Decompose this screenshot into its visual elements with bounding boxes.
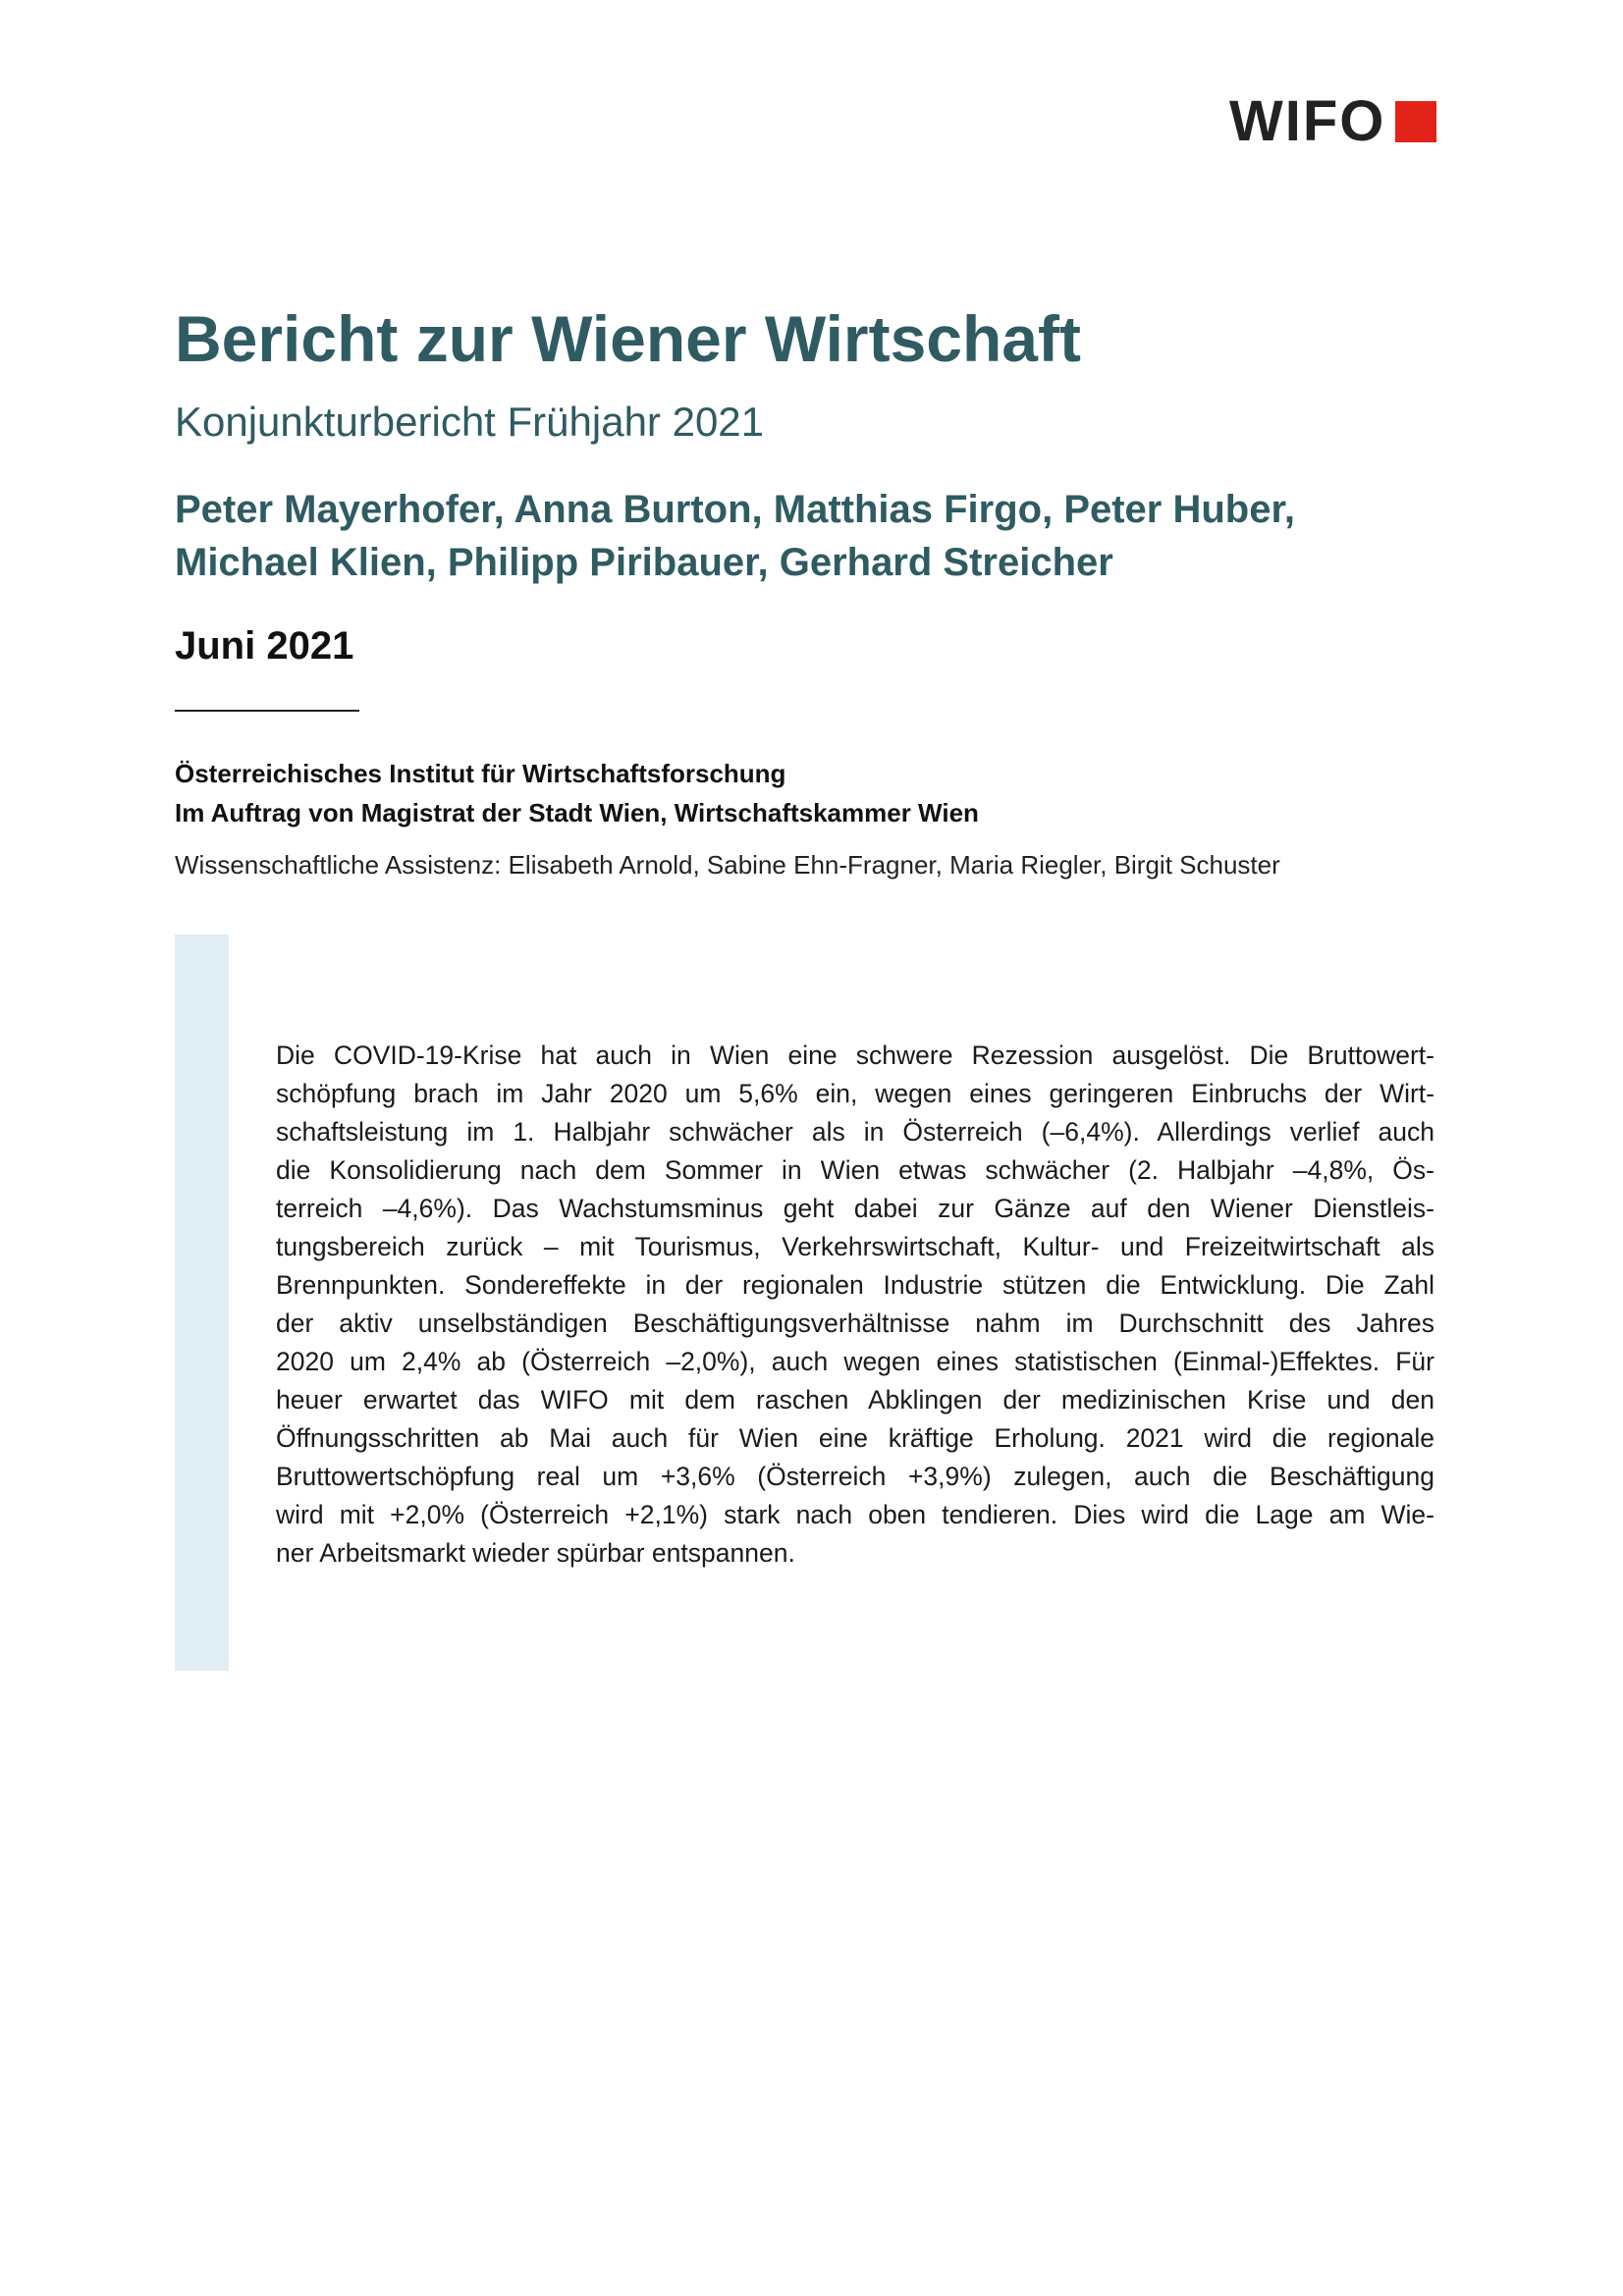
abstract-line: terreich –4,6%). Das Wachstumsminus geht dabei zur Gänze auf den Wiener Dienstleis- [276, 1194, 1434, 1223]
institute-block [175, 754, 979, 832]
commissioned-by: Im Auftrag von Magistrat der Stadt Wien, Wirtschaftskammer Wien [175, 798, 979, 828]
abstract-line: heuer erwartet das WIFO mit dem raschen Abklingen der medizinischen Krise und den [276, 1385, 1434, 1415]
authors [175, 483, 1451, 589]
wifo-logo [1229, 89, 1436, 153]
abstract-line: die Konsolidierung nach dem Sommer in Wien etwas schwächer (2. Halbjahr –4,8%, Ös- [276, 1155, 1434, 1185]
abstract-line: Brennpunkten. Sondereffekte in der regionalen Industrie stützen die Entwicklung. Die Zahl [276, 1270, 1434, 1300]
abstract-line: Die COVID-19-Krise hat auch in Wien eine schwere Rezession ausgelöst. Die Bruttowert- [276, 1041, 1434, 1070]
logo-text: WIFO [1229, 89, 1386, 153]
abstract-line: wird mit +2,0% (Österreich +2,1%) stark nach oben tendieren. Dies wird die Lage am Wie- [276, 1500, 1434, 1529]
institute-name: Österreichisches Institut für Wirtschaftsforschung [175, 759, 786, 788]
report-date: Juni 2021 [175, 624, 354, 667]
report-title: Bericht zur Wiener Wirtschaft [175, 302, 1081, 375]
abstract-line: Öffnungsschritten ab Mai auch für Wien eine kräftige Erholung. 2021 wird die regionale [276, 1423, 1434, 1453]
abstract-line: der aktiv unselbständigen Beschäftigungsverhältnisse nahm im Durchschnitt des Jahres [276, 1308, 1434, 1338]
abstract [276, 1037, 1434, 1573]
abstract-line: Bruttowertschöpfung real um +3,6% (Österreich +3,9%) zulegen, auch die Beschäftigung [276, 1462, 1434, 1491]
authors-line: Peter Mayerhofer, Anna Burton, Matthias Firgo, Peter Huber, [175, 488, 1295, 531]
authors-line: Michael Klien, Philipp Piribauer, Gerhard Streicher [175, 541, 1113, 584]
report-subtitle: Konjunkturbericht Frühjahr 2021 [175, 399, 765, 445]
divider-rule [175, 710, 359, 712]
abstract-line: schöpfung brach im Jahr 2020 um 5,6% ein, wegen eines geringeren Einbruchs der Wirt- [276, 1079, 1434, 1108]
abstract-line: ner Arbeitsmarkt wieder spürbar entspannen. [276, 1538, 795, 1568]
abstract-line: tungsbereich zurück – mit Tourismus, Verkehrswirtschaft, Kultur- und Freizeitwirtschaft als [276, 1232, 1434, 1261]
abstract-line: schaftsleistung im 1. Halbjahr schwächer als in Österreich (–6,4%). Allerdings verlief auch [276, 1117, 1434, 1147]
abstract-side-bar [175, 934, 229, 1671]
abstract-line: 2020 um 2,4% ab (Österreich –2,0%), auch wegen eines statistischen (Einmal-)Effektes. Für [276, 1347, 1434, 1376]
logo-square-icon [1395, 101, 1436, 142]
scientific-assistance: Wissenschaftliche Assistenz: Elisabeth Arnold, Sabine Ehn-Fragner, Maria Riegler, Birgit Schuster [175, 850, 1280, 880]
